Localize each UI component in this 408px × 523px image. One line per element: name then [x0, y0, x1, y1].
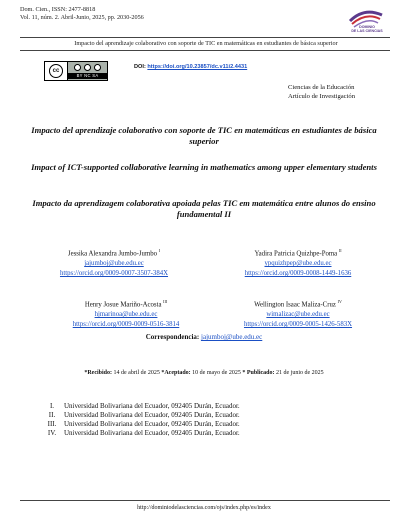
by-icon: [74, 64, 81, 71]
author-name: Henry Josue Mariño-Acosta: [84, 301, 162, 309]
received-date: 14 de abril de 2025: [113, 370, 160, 376]
author-sup: III: [163, 299, 168, 304]
footer-rule: [20, 500, 390, 501]
sa-icon: [94, 64, 101, 71]
author-sup: II: [338, 248, 342, 253]
nc-icon: [84, 64, 91, 71]
logo-text-line2: DE LAS CIENCIAS: [351, 29, 383, 34]
author-block-4: [218, 297, 378, 330]
affiliation-text: Universidad Bolivariana del Ecuador, 092405 Durán, Ecuador.: [64, 420, 240, 428]
license-terms: BY NC SA: [68, 73, 107, 79]
doi-link[interactable]: https://doi.org/10.23857/dc.v11i2.4431: [147, 64, 248, 70]
section-type: Artículo de Investigación: [288, 93, 356, 100]
logo-text-line1: DOMINIO: [359, 25, 375, 29]
affiliation-2: [40, 411, 240, 420]
published-label: * Publicado:: [242, 370, 275, 376]
accepted-date: 10 de mayo de 2025: [192, 370, 241, 376]
cc-icon: cc: [49, 64, 63, 78]
author-name: Jessika Alexandra Jumbo-Jumbo: [67, 250, 158, 258]
footer-url[interactable]: http://dominiodelasciencias.com/ojs/index.php/es/index: [137, 505, 271, 511]
author-block-1: [34, 246, 194, 279]
correspondence-email[interactable]: jajumboj@ube.edu.ec: [201, 333, 263, 341]
header-rule-bottom: [20, 50, 390, 51]
author-orcid[interactable]: https://orcid.org/0009-0008-1449-1636: [244, 270, 352, 278]
affiliation-num: IV.: [47, 429, 57, 437]
article-section: [288, 83, 380, 101]
correspondence-label: Correspondencia:: [145, 333, 200, 341]
title-english: Impact of ICT-supported collaborative learning in mathematics among upper elementary students: [31, 162, 377, 172]
section-area: Ciencias de la Educación: [288, 84, 355, 91]
accepted-label: *Aceptado:: [161, 370, 191, 376]
doi-line: [134, 64, 247, 70]
journal-volume: Vol. 11, núm. 2. Abril-Junio, 2025, pp. 2030-2056: [20, 14, 144, 21]
affiliation-text: Universidad Bolivariana del Ecuador, 092405 Durán, Ecuador.: [64, 429, 240, 437]
author-sup: IV: [337, 299, 342, 304]
author-name: Wellington Isaac Maliza-Cruz: [254, 301, 336, 309]
affiliation-num: III.: [47, 420, 57, 428]
correspondence: [20, 333, 388, 341]
title-spanish: Impacto del aprendizaje colaborativo con soporte de TIC en matemáticas en estudiantes de básica superior: [31, 125, 377, 146]
author-email[interactable]: hjmarinoa@ube.edu.ec: [94, 311, 158, 319]
affiliation-num: II.: [48, 411, 56, 419]
author-orcid[interactable]: https://orcid.org/0009-0005-1426-583X: [243, 321, 353, 329]
affiliation-3: [40, 420, 240, 429]
author-block-2: [218, 246, 378, 279]
affiliation-text: Universidad Bolivariana del Ecuador, 092405 Durán, Ecuador.: [64, 402, 240, 410]
header-rule-top: [20, 37, 390, 38]
affiliation-1: [40, 402, 240, 411]
title-portuguese: Impacto da aprendizagem colaborativa apoiada pelas TIC em matemática entre alunos do ensino fundamental II: [32, 198, 376, 219]
author-email[interactable]: jajumboj@ube.edu.ec: [84, 260, 144, 268]
author-email[interactable]: wimalizac@ube.edu.ec: [266, 311, 330, 319]
affiliation-4: [40, 429, 240, 438]
journal-logo: [342, 3, 386, 37]
doi-label: DOI:: [134, 64, 146, 70]
cc-license-badge[interactable]: [44, 61, 108, 81]
journal-issn: Dom. Cien., ISSN: 2477-8818: [20, 6, 96, 13]
running-title: Impacto del aprendizaje colaborativo con soporte de TIC en matemáticas en estudiantes de básica superior: [74, 40, 338, 47]
published-date: 21 de junio de 2025: [276, 370, 324, 376]
author-email[interactable]: ypquizhpep@ube.edu.ec: [264, 260, 332, 268]
article-dates: [20, 370, 388, 376]
affiliation-num: I.: [49, 402, 55, 410]
author-block-3: [46, 297, 206, 330]
affiliation-text: Universidad Bolivariana del Ecuador, 092405 Durán, Ecuador.: [64, 411, 240, 419]
author-name: Yadira Patricia Quizhpe-Poma: [254, 250, 338, 258]
author-orcid[interactable]: https://orcid.org/0009-0007-3507-384X: [59, 270, 169, 278]
received-label: *Recibido:: [84, 370, 112, 376]
author-sup: I: [158, 248, 161, 253]
author-orcid[interactable]: https://orcid.org/0009-0009-0516-3814: [72, 321, 180, 329]
